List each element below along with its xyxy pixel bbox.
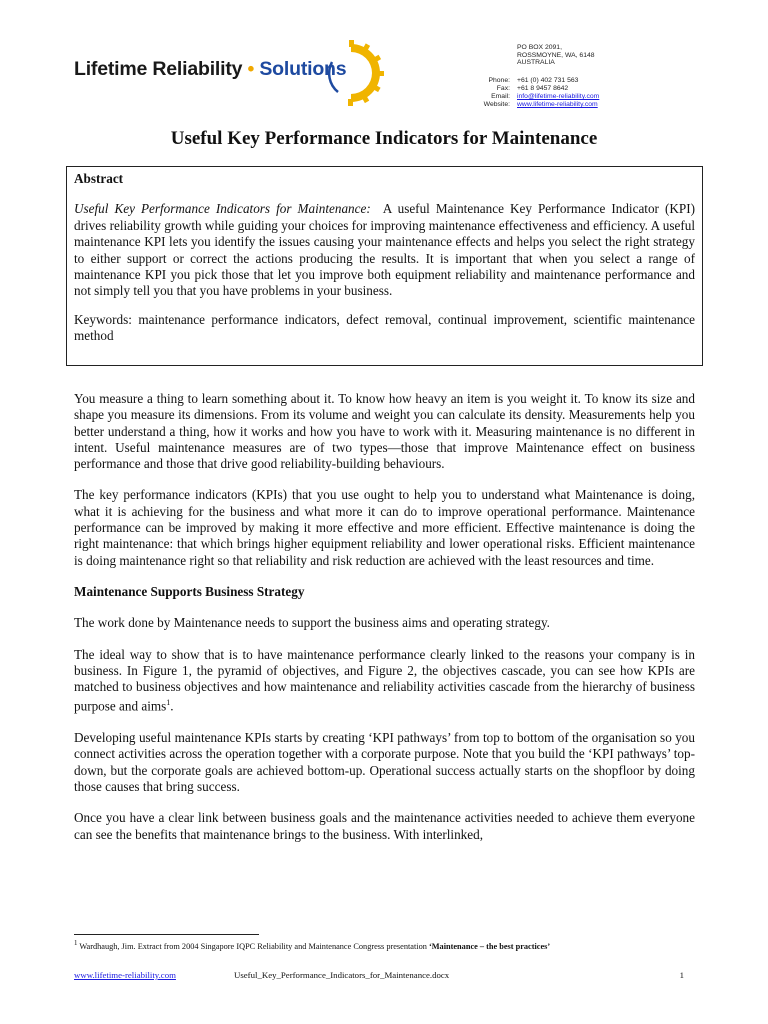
abstract-body: A useful Maintenance Key Performance Indicator (KPI) drives reliability growth while guiding your choices for improving maintenance effectiveness and efficiency. A useful maintenance KPI lets you identify the issues causing your maintenance effects and helps you select the right strategy to either support or correct the actions producing the results. It is important that when you select a range of maintenance KPI you pick those that let you improve both equipment reliability and maintenance performance and not simply tell you that you have problems in your business.: [74, 201, 696, 299]
fax-label: Fax:: [496, 85, 510, 92]
address-line: AUSTRALIA: [517, 59, 555, 67]
contact-phone: [470, 77, 730, 85]
paragraph: Once you have a clear link between business goals and the maintenance activities needed to achieve them everyone can see the benefits that maintenance brings to the business. With interlinked,: [74, 810, 695, 842]
website-link[interactable]: www.lifetime-reliability.com: [517, 101, 598, 108]
email-link[interactable]: info@lifetime-reliability.com: [517, 93, 600, 100]
phone-value: +61 (0) 402 731 563: [517, 77, 579, 84]
document-body: [74, 391, 695, 858]
email-label: Email:: [491, 93, 510, 100]
footnote-separator: [74, 934, 259, 935]
footnote-title: ‘Maintenance – the best practices’: [428, 941, 551, 951]
company-logo: [74, 40, 384, 104]
footnote-reference[interactable]: 1: [166, 698, 171, 708]
contact-email: [470, 93, 730, 101]
abstract-lead: Useful Key Performance Indicators for Maintenance:: [74, 201, 371, 217]
website-label: Website:: [483, 101, 510, 108]
contact-website: [470, 101, 730, 109]
phone-label: Phone:: [488, 77, 510, 84]
footer-filename: Useful_Key_Performance_Indicators_for_Maintenance.docx: [234, 970, 450, 980]
abstract-box: [66, 166, 703, 366]
abstract-text: [74, 201, 695, 299]
contact-fax: [470, 85, 730, 93]
section-heading: Maintenance Supports Business Strategy: [74, 583, 305, 599]
address-line: ROSSMOYNE, WA, 6148: [517, 51, 595, 59]
footnote: [74, 940, 550, 951]
document-title: Useful Key Performance Indicators for Maintenance: [170, 128, 598, 149]
abstract-keywords: Keywords: maintenance performance indicators, defect removal, continual improvement, scientific maintenance method: [74, 311, 695, 344]
logo-text: [74, 58, 346, 81]
page-number: 1: [679, 970, 684, 980]
paragraph: [74, 647, 695, 716]
logo-word-solutions: Solutions: [259, 58, 347, 80]
paragraph: The work done by Maintenance needs to support the business aims and operating strategy.: [74, 615, 550, 631]
abstract-heading: Abstract: [74, 171, 124, 186]
paragraph: The key performance indicators (KPIs) that you use ought to help you to understand what Maintenance is doing, what it is achieving for the business and what more it can do to improve operational performance. Maintenance performance can be improved by making it more effective and more efficient. Effective maintenance is doing the right maintenance: that which brings higher equipment reliability and lower operational risks. Efficient maintenance is doing maintenance right so that reliability and risk reduction are achieved with the least resources and time.: [74, 487, 695, 568]
paragraph-text: The ideal way to show that is to have maintenance performance clearly linked to the reasons your company is in business. In Figure 1, the pyramid of objectives, and Figure 2, the objectives cascade, you can see how KPIs are matched to business objectives and how maintenance and reliability activities cascade from the hierarchy of business purpose and aims: [74, 646, 695, 714]
footnote-mark: 1: [74, 940, 78, 947]
address-line: PO BOX 2091,: [517, 44, 562, 51]
fax-value: +61 8 9457 8642: [517, 85, 569, 92]
paragraph-end: .: [170, 698, 174, 714]
postal-address: [517, 44, 657, 67]
footnote-text: Wardhaugh, Jim. Extract from 2004 Singapore IQPC Reliability and Maintenance Congress presentation: [77, 941, 429, 951]
logo-dot: •: [247, 58, 255, 80]
paragraph: Developing useful maintenance KPIs starts by creating ‘KPI pathways’ from top to bottom of the organisation so you connect activities across the operation together with a corporate purpose. Note that you build the ‘KPI pathways’ top-down, but the corporate goals are achieved bottom-up. Operational success actually starts on the shopfloor by doing those causes that bring success.: [74, 730, 695, 795]
logo-word-lifetime-reliability: Lifetime Reliability: [74, 58, 243, 80]
paragraph: You measure a thing to learn something about it. To know how heavy an item is you weight it. To know its size and shape you measure its dimensions. From its volume and weight you can calculate its density. Measurements help you better understand a thing, how it works and how you have to work with it. Measuring maintenance is no different in intent. Useful maintenance measures are of two types—those that improve Maintenance effect on business performance and those that drive good reliability-building behaviours.: [74, 391, 695, 472]
gear-icon: [318, 40, 384, 106]
footer-url-link[interactable]: www.lifetime-reliability.com: [74, 970, 176, 980]
